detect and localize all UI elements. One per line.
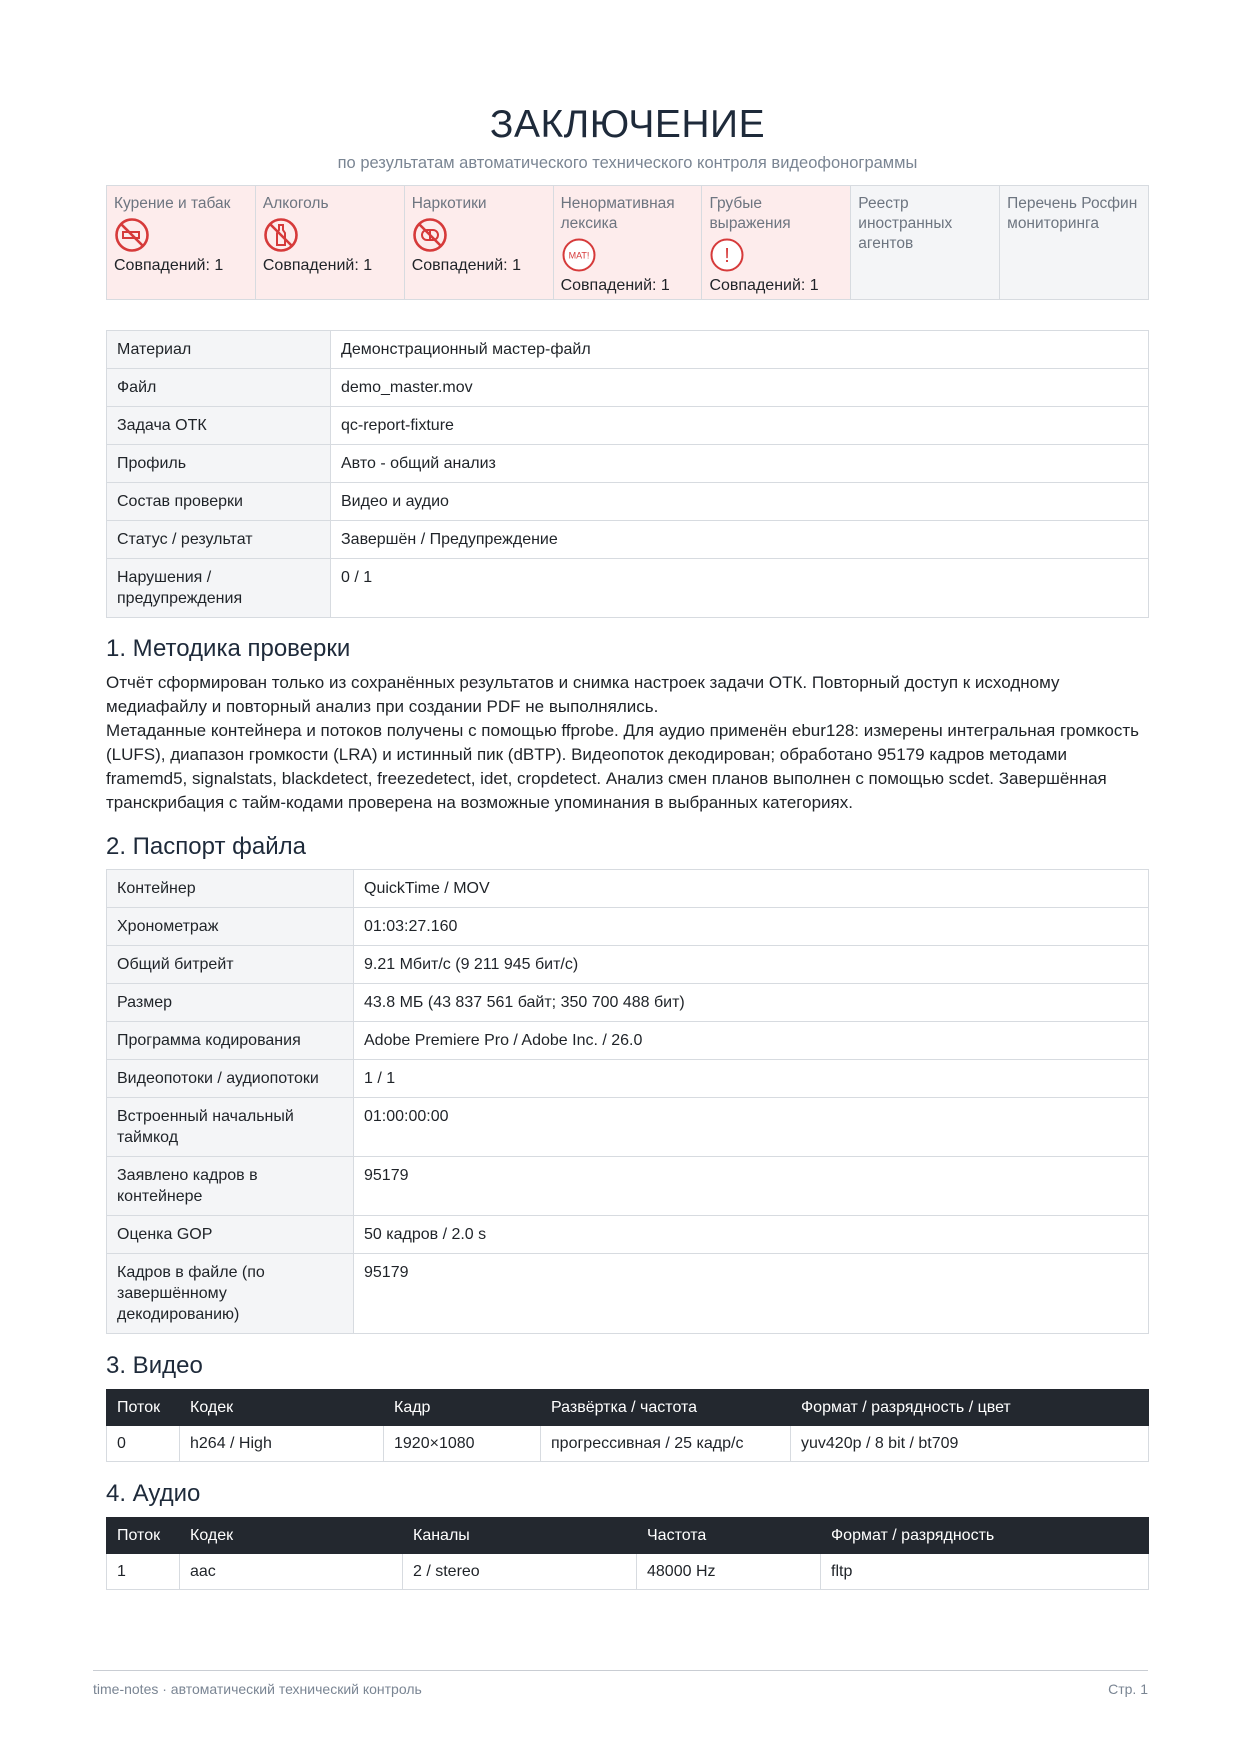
table-row	[107, 1554, 1149, 1590]
table-row	[107, 1098, 1149, 1157]
row-label: Задача ОТК	[107, 407, 331, 445]
row-label: Встроенный начальный таймкод	[107, 1098, 354, 1157]
table-row	[107, 521, 1149, 559]
row-value: Видео и аудио	[331, 483, 1149, 521]
section-heading-audio: 4. Аудио	[106, 1480, 201, 1507]
metadata-table	[106, 330, 1149, 618]
no-alcohol-icon	[263, 217, 299, 253]
table-cell: fltp	[821, 1554, 1149, 1590]
category-summary	[106, 185, 1149, 300]
row-label: Статус / результат	[107, 521, 331, 559]
table-cell: 1920×1080	[384, 1426, 541, 1462]
category-count: Совпадений: 1	[114, 257, 224, 274]
row-value: Завершён / Предупреждение	[331, 521, 1149, 559]
exclamation-icon	[709, 237, 745, 273]
row-value: Adobe Premiere Pro / Adobe Inc. / 26.0	[354, 1022, 1149, 1060]
row-label: Программа кодирования	[107, 1022, 354, 1060]
row-label: Файл	[107, 369, 331, 407]
table-row	[107, 1254, 1149, 1334]
passport-table	[106, 869, 1149, 1334]
category-count: Совпадений: 1	[262, 257, 373, 274]
category-card-profanity	[554, 186, 703, 299]
table-row	[107, 331, 1149, 369]
page-title: ЗАКЛЮЧЕНИЕ	[489, 103, 766, 146]
footer-brand: time-notes · автоматический технический контроль	[93, 1681, 422, 1697]
row-value: 1 / 1	[354, 1060, 1149, 1098]
row-value: 50 кадров / 2.0 s	[354, 1216, 1149, 1254]
row-value: QuickTime / MOV	[354, 870, 1149, 908]
row-label: Общий битрейт	[107, 946, 354, 984]
no-smoking-icon	[114, 217, 150, 253]
row-label: Видеопотоки / аудиопотоки	[107, 1060, 354, 1098]
table-row	[107, 870, 1149, 908]
column-header: Кодек	[180, 1518, 403, 1554]
row-label: Хронометраж	[107, 908, 354, 946]
column-header: Формат / разрядность	[821, 1518, 1149, 1554]
row-label: Состав проверки	[107, 483, 331, 521]
category-label: Ненормативная лексика	[560, 195, 675, 232]
row-value: 95179	[354, 1157, 1149, 1216]
row-value: Демонстрационный мастер-файл	[331, 331, 1149, 369]
table-row	[107, 984, 1149, 1022]
page-subtitle: по результатам автоматического технического контроля видеофонограммы	[337, 154, 918, 172]
method-text-1: Отчёт сформирован только из сохранённых результатов и снимка настроек задачи ОТК. Повторный доступ к исходному медиафайлу и повторный анализ при создании PDF не выполнялись.	[106, 673, 1060, 716]
column-header: Каналы	[403, 1518, 637, 1554]
category-card-foreign-agents	[851, 186, 1000, 299]
table-row	[107, 1060, 1149, 1098]
category-card-alcohol	[256, 186, 405, 299]
category-card-rosfinmonitoring	[1000, 186, 1148, 299]
no-drugs-icon	[412, 217, 448, 253]
category-label: Алкоголь	[262, 195, 329, 212]
table-row	[107, 445, 1149, 483]
mat-icon-text: МАТ!	[568, 250, 589, 261]
audio-table	[106, 1517, 1149, 1590]
column-header: Поток	[107, 1518, 180, 1554]
category-label: Курение и табак	[114, 195, 231, 212]
table-cell: 2 / stereo	[403, 1554, 637, 1590]
category-label: Грубые выражения	[709, 195, 791, 232]
row-label: Оценка GOP	[107, 1216, 354, 1254]
row-value: 95179	[354, 1254, 1149, 1334]
table-row	[107, 407, 1149, 445]
row-label: Кадров в файле (по завершённому декодированию)	[107, 1254, 354, 1334]
category-label: Реестр иностранных агентов	[858, 195, 953, 252]
column-header: Формат / разрядность / цвет	[791, 1390, 1149, 1426]
mat-icon	[561, 237, 597, 273]
row-value: demo_master.mov	[331, 369, 1149, 407]
table-row	[107, 369, 1149, 407]
column-header: Развёртка / частота	[541, 1390, 791, 1426]
table-cell: прогрессивная / 25 кадр/с	[541, 1426, 791, 1462]
table-row	[107, 1157, 1149, 1216]
table-cell: yuv420p / 8 bit / bt709	[791, 1426, 1149, 1462]
section-heading-video: 3. Видео	[106, 1352, 203, 1379]
table-row	[107, 1216, 1149, 1254]
report-content	[106, 100, 1149, 1590]
method-paragraph	[106, 671, 1149, 815]
category-label: Перечень Росфин мониторинга	[1007, 195, 1138, 232]
row-value: 0 / 1	[331, 559, 1149, 618]
row-label: Контейнер	[107, 870, 354, 908]
table-row	[107, 1426, 1149, 1462]
table-row	[107, 908, 1149, 946]
table-cell: aac	[180, 1554, 403, 1590]
row-label: Профиль	[107, 445, 331, 483]
page-number: Стр. 1	[1108, 1681, 1148, 1697]
row-value: Авто - общий анализ	[331, 445, 1149, 483]
page-footer	[93, 1670, 1148, 1697]
category-card-drugs	[405, 186, 554, 299]
category-label: Наркотики	[411, 195, 487, 212]
video-table	[106, 1389, 1149, 1462]
column-header: Кадр	[384, 1390, 541, 1426]
category-card-smoking	[107, 186, 256, 299]
method-text-2: Метаданные контейнера и потоков получены с помощью ffprobe. Для аудио применён ebur128: измерены интегральная громкость (LUFS), диапазон громкости (LRA) и истинный пик (dBTP). Видеопоток декодирован; обработано 95179 кадров методами framemd5, signalstats, blackdetect, freezedetect, idet, cropdetect. Анализ смен планов выполнен с помощью scdet. Завершённая транскрибация с тайм-кодами проверена на возможные упоминания в выбранных категориях.	[106, 721, 1140, 812]
row-label: Размер	[107, 984, 354, 1022]
row-value: 01:00:00:00	[354, 1098, 1149, 1157]
category-count: Совпадений: 1	[411, 257, 521, 274]
column-header: Кодек	[180, 1390, 384, 1426]
category-card-rude	[702, 186, 851, 299]
section-heading-passport: 2. Паспорт файла	[106, 833, 306, 860]
category-count: Совпадений: 1	[709, 277, 819, 294]
exclamation-icon-text: !	[724, 245, 731, 267]
row-value: 9.21 Мбит/с (9 211 945 бит/с)	[354, 946, 1149, 984]
column-header: Частота	[637, 1518, 821, 1554]
row-value: 43.8 МБ (43 837 561 байт; 350 700 488 бит)	[354, 984, 1149, 1022]
column-header: Поток	[107, 1390, 180, 1426]
table-cell: 0	[107, 1426, 180, 1462]
row-label: Нарушения / предупреждения	[107, 559, 331, 618]
table-row	[107, 483, 1149, 521]
table-cell: h264 / High	[180, 1426, 384, 1462]
row-value: qc-report-fixture	[331, 407, 1149, 445]
row-value: 01:03:27.160	[354, 908, 1149, 946]
row-label: Заявлено кадров в контейнере	[107, 1157, 354, 1216]
table-cell: 1	[107, 1554, 180, 1590]
table-cell: 48000 Hz	[637, 1554, 821, 1590]
table-row	[107, 1022, 1149, 1060]
row-label: Материал	[107, 331, 331, 369]
category-count: Совпадений: 1	[560, 277, 670, 294]
table-row	[107, 559, 1149, 618]
table-row	[107, 946, 1149, 984]
section-heading-method: 1. Методика проверки	[106, 635, 351, 662]
